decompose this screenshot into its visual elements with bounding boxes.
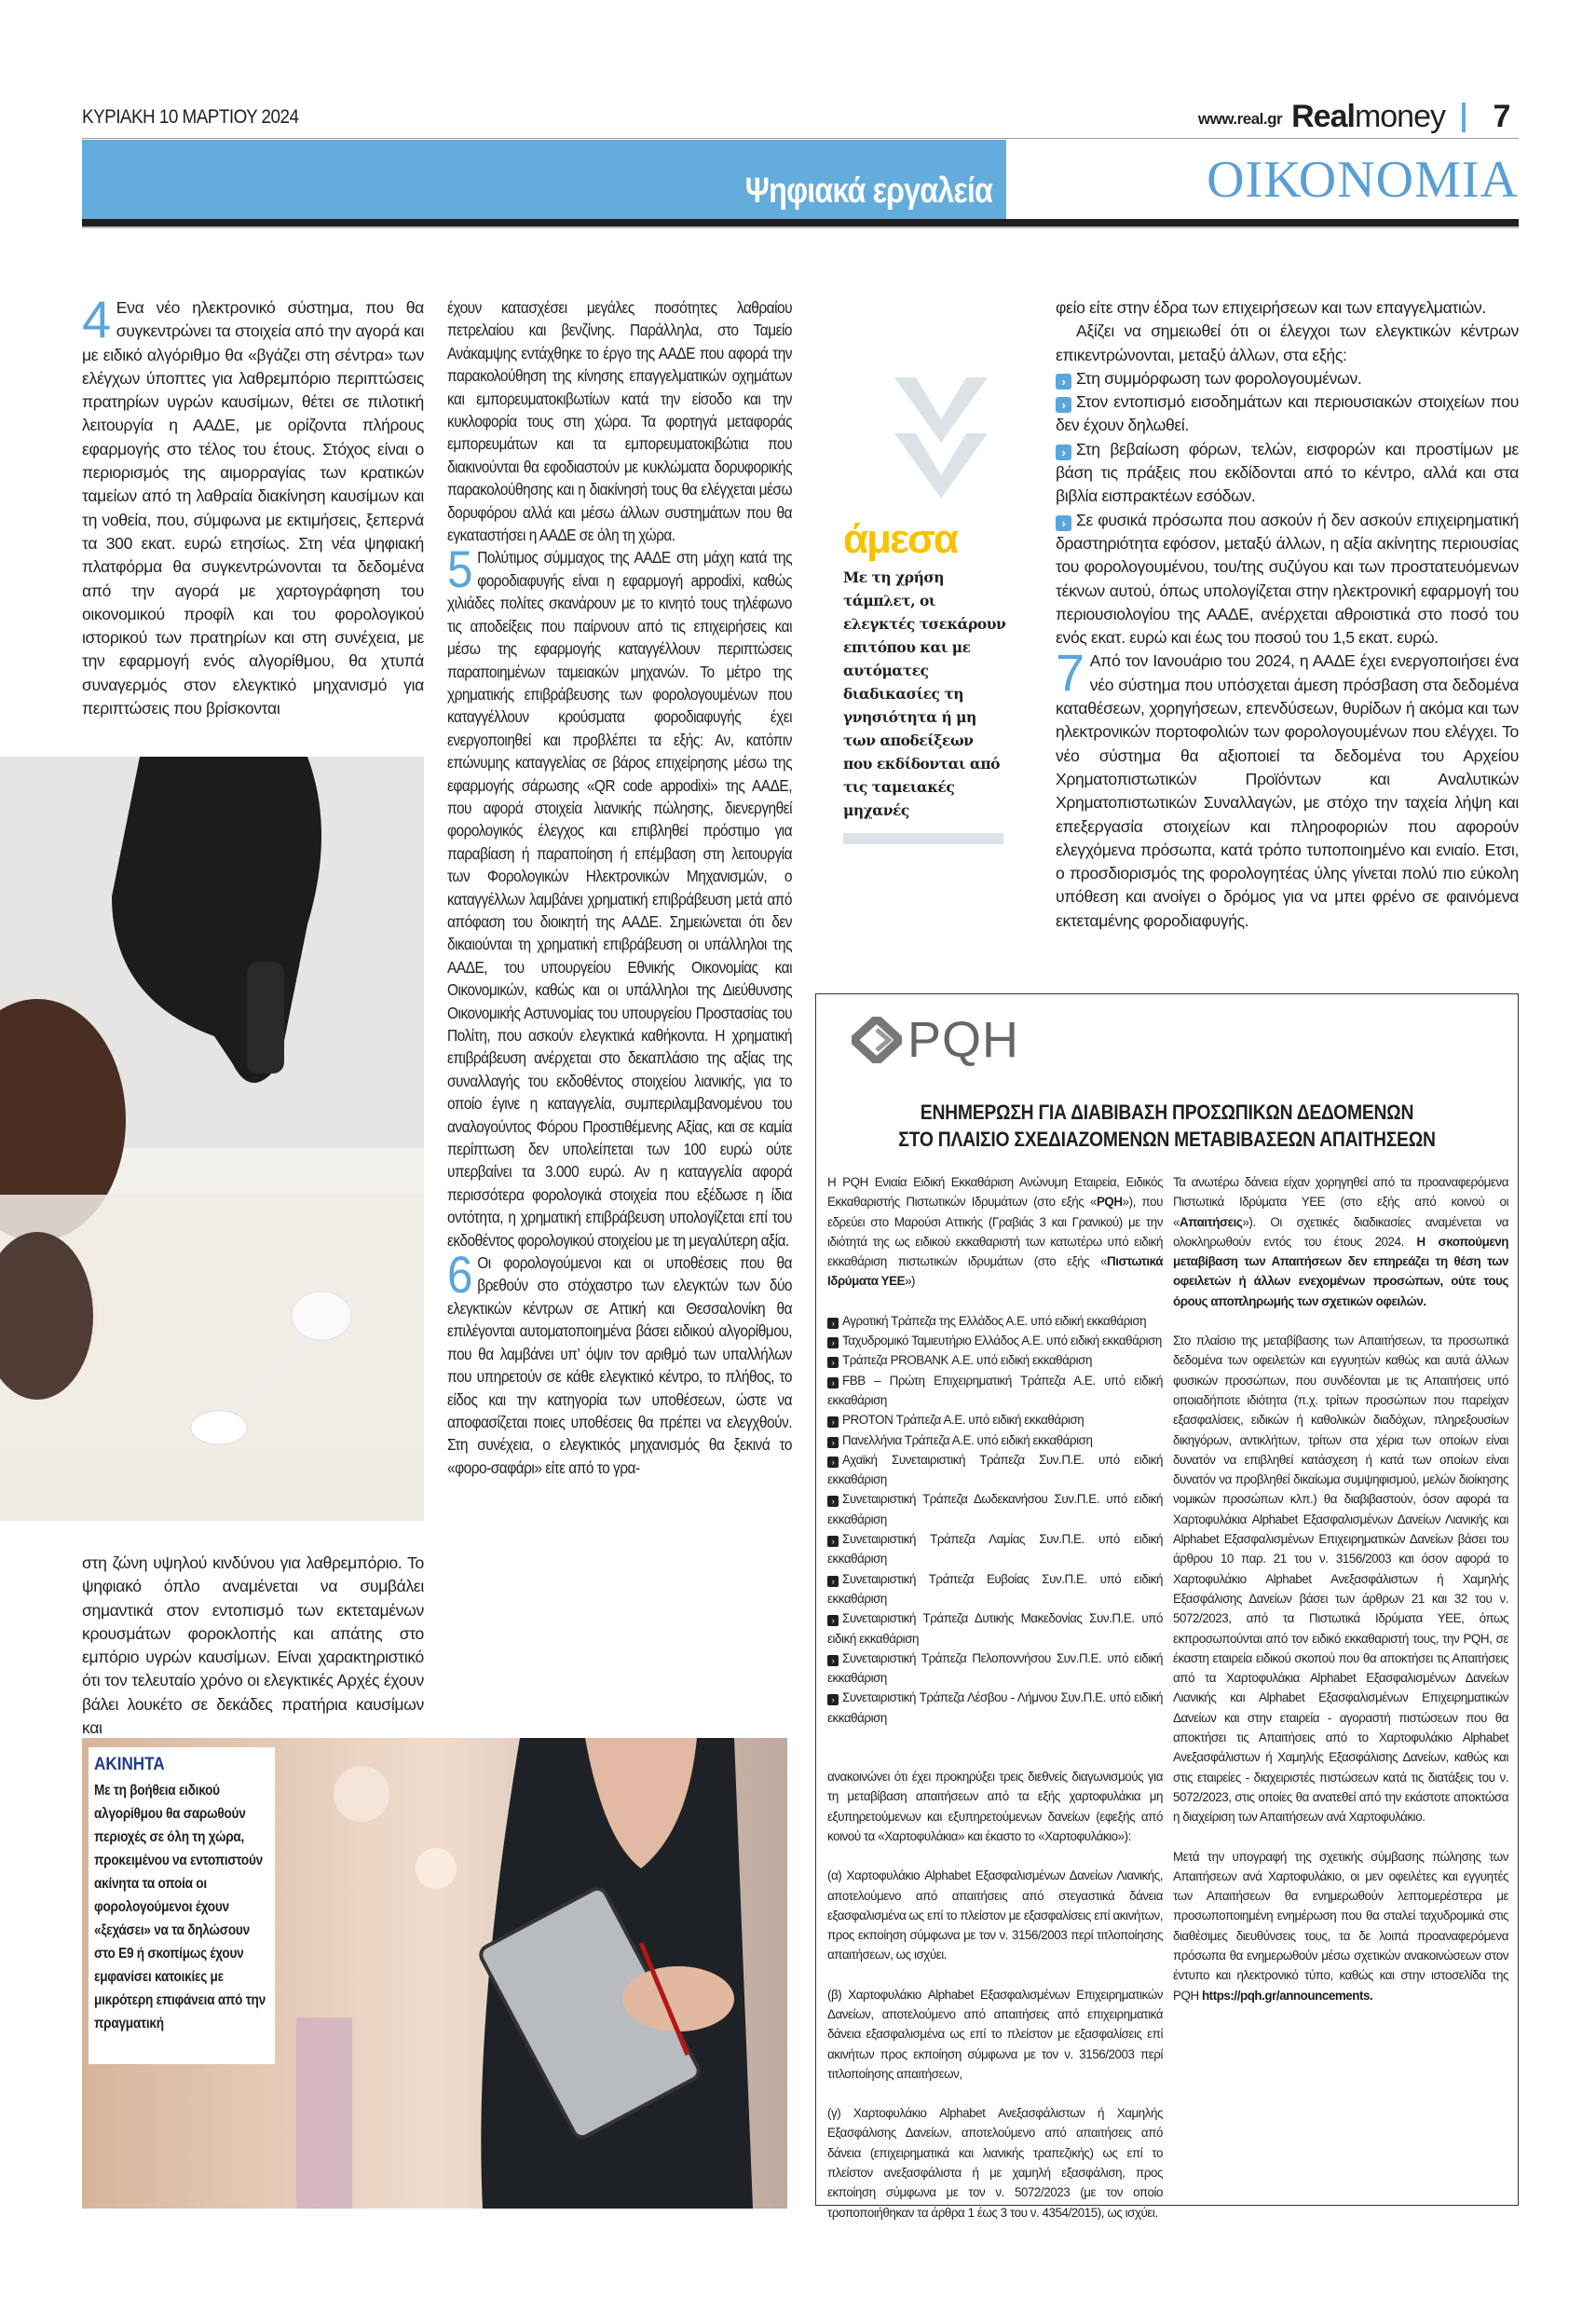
ad-paragraph: (α) Χαρτοφυλάκιο Alphabet Εξασφαλισμένων Δανείων Λιανικής, αποτελούμενο από απαιτήσεις από στεγαστικά δάνεια εξασφαλισμένα ως επί το πλείστον με εξασφαλίσεις επί ακινήτων, προς εκποίηση σύμφωνα με τον ν. 3156/2003 περί τιτλοποίησης απαιτήσεων, ως ισχύει. <box>827 1868 1163 1963</box>
paragraph: Ενα νέο ηλεκτρονικό σύστημα, που θα συγκεντρώνει τα στοιχεία από την αγορά και με ειδικό αλγόριθμο θα «βγάζει στη σέντρα» των ελέγχων ύποπτες για λαθρεμπόριο περιπτώσεις πρατηρίων υγρών καυσίμων, θέτει σε πιλοτική λειτουργία η ΑΑΔΕ, με ορίζοντα πλήρους εφαρμογής στο τέλος του έτους. Στόχος είναι ο περιορισμός της αιμορραγίας των κρατικών ταμείων από τη λαθραία διακίνηση καυσίμων και τη νοθεία, που, σύμφωνα με εκτιμήσεις, ξεπερνά τα 300 εκατ. ευρώ ετησίως. Στη νέα ψηφιακή πλατφόρμα θα συγκεντρώνονται τα δεδομένα από την αγορά με χαρτογράφηση του οικονομικού προφίλ και του φορολογικού ιστορικού των πρατηρίων και στη συνέχεια, με την εφαρμογή ενός αλγορίθμου, θα χτυπά συναγερμός στον ελεγκτικό μηχανισμό για περιπτώσεις που βρίσκονται <box>82 298 424 718</box>
bank-item: › Αγροτική Τράπεζα της Ελλάδος Α.Ε. υπό ειδική εκκαθάριση <box>827 1311 1163 1331</box>
section-title: ΟΙΚΟΝΟΜΙΑ <box>1207 150 1519 209</box>
ad-column-right <box>1173 994 1508 2025</box>
ad-paragraph: Τα ανωτέρω δάνεια είχαν χορηγηθεί από τα προαναφερόμενα Πιστωτικά Ιδρύματα ΥΕΕ (στο εξής από κοινού οι «Απαιτήσεις»). Οι σχετικές διαδικασίες αναμένεται να ολοκληρωθούν εντός του έτους 2024. Η σκοπούμενη μεταβίβαση των Απαιτήσεων δεν επηρεάζει τη θέση των οφειλετών ή άλλων ενεχομένων προσώπων, ούτε τους όρους αποπληρωμής των σχετικών οφειλών. <box>1173 1175 1508 1308</box>
bank-item: › Πανελλήνια Τράπεζα Α.Ε. υπό ειδική εκκαθάριση <box>827 1430 1163 1450</box>
ad-title: ΕΝΗΜΕΡΩΣΗ ΓΙΑ ΔΙΑΒΙΒΑΣΗ ΠΡΟΣΩΠΙΚΩΝ ΔΕΔΟΜΕΝΩΝ ΣΤΟ ΠΛΑΙΣΙΟ ΣΧΕΔΙΑΖΟΜΕΝΩΝ ΜΕΤΑΒΙΒΑΣΕΩΝ ΑΠΑΙΤΗΣΕΩΝ <box>898 1101 1436 1151</box>
page-number: 7 <box>1493 99 1511 134</box>
chevron-right-icon: › <box>827 1377 839 1389</box>
list-item: › Σε φυσικά πρόσωπα που ασκούν ή δεν ασκούν επιχειρηματική δραστηριότητα εφόσον, μεταξύ άλλων, η αξία ακίνητης περιουσίας του φορολογουμένου, του/της συζύγου και των προστατευόμενων τέκνων αυτού, όπως υπολογίζεται στην ηλεκτρονική εφαρμογή του περιουσιολογίου της ΑΑΔΕ, ανέρχεται αθροιστικά στο ποσό του ενός εκατ. ευρώ και έως του ποσού του 1,5 εκατ. ευρώ. <box>1056 510 1519 648</box>
bank-item: › Συνεταιριστική Τράπεζα Λέσβου - Λήμνου Συν.Π.Ε. υπό ειδική εκκαθάριση <box>827 1690 1163 1725</box>
chevron-right-icon: › <box>827 1437 839 1448</box>
divider <box>82 138 1519 139</box>
chevron-right-icon: › <box>827 1496 839 1507</box>
paragraph: Πολύτιμος σύμμαχος της ΑΑΔΕ στη μάχη κατά της φοροδιαφυγής είναι η εφαρμογή appodixi, καθώς χιλιάδες πολίτες σκανάρουν με το κινητό τους τηλέφωνο τις αποδείξεις που παίρνουν από τις επιχειρήσεις και μέσω της εφαρμογής καταγγέλλουν περιπτώσεις παραποιημένων ταμειακών μηχανών. Το μέτρο της χρηματικής επιβράβευσης των φορολογουμένων που καταγγέλλουν κρούσματα φοροδιαφυγής έχει ενεργοποιηθεί και προβλέπει τα εξής: Αν, κατόπιν επώνυμης καταγγελίας σε βάρος επιχείρησης μέσω της εφαρμογής σάρωσης «QR code appodixi» της ΑΑΔΕ, που αφορά στοιχεία λιανικής πώλησης, διενεργηθεί φορολογικός έλεγχος και επιβληθεί πρόστιμο για παραβίαση ή παραποίηση ή επέμβαση στη λειτουργία των Φορολογικών Ηλεκτρονικών Μηχανισμών, ο καταγγέλλων λαμβάνει χρηματική επιβράβευση μετά από απόφαση του διοικητή της ΑΑΔΕ. Σημειώνεται ότι δεν δικαιούνται τη χρηματική επιβράβευση οι υπάλληλοι της ΑΑΔΕ, του υπουργείου Εθνικής Οικονομίας και Οικονομικών, καθώς και οι υπάλληλοι της Διεύθυνσης Οικονομικής Αστυνομίας του υπουργείου Προστασίας του Πολίτη, που ασκούν ελεγκτικά καθήκοντα. Η χρηματική επιβράβευση ανέρχεται στο δεκαπλάσιο της αξίας της συναλλαγής του εκδοθέντος στοιχείου λιανικής, για το οποίο έγινε η καταγγελία, συμπεριλαμβανομένου του αναλογούντος Φόρου Προστιθέμενης Αξίας, και σε καμία περίπτωση δεν υπολείπεται των 100 ευρώ ούτε υπερβαίνει τα 3.000 ευρώ. Αν η καταγγελία αφορά περισσότερα φορολογικά στοιχεία που εξέδωσε η ίδια οντότητα, η χρηματική επιβράβευση υπολογίζεται επί του εκδοθέντος φορολογικού στοιχείου με τη μεγαλύτερη αξία. <box>447 548 793 1250</box>
paragraph: φείο είτε στην έδρα των επιχειρήσεων και των επαγγελματιών. <box>1056 298 1486 317</box>
bank-item: › Συνεταιριστική Τράπεζα Δυτικής Μακεδονίας Συν.Π.Ε. υπό ειδική εκκαθάριση <box>827 1611 1163 1646</box>
brand-logo <box>1291 101 1445 132</box>
article-col1-cont <box>82 1552 424 1740</box>
chevron-right-icon: › <box>827 1337 839 1348</box>
bank-item: › PROTON Τράπεζα Α.Ε. υπό ειδική εκκαθάριση <box>827 1410 1163 1430</box>
site-url[interactable]: www.real.gr <box>1197 110 1283 128</box>
pqh-logo-mark <box>852 1017 902 1063</box>
ad-column-left <box>827 1172 1163 2242</box>
chevron-right-icon: › <box>827 1536 839 1547</box>
bank-item: › Αχαϊκή Συνεταιριστική Τράπεζα Συν.Π.Ε. υπό ειδική εκκαθάριση <box>827 1452 1163 1487</box>
chevron-right-icon: › <box>827 1457 839 1468</box>
point-number: 7 <box>1056 643 1084 703</box>
list-item: › Στη συμμόρφωση των φορολογουμένων. <box>1056 367 1519 390</box>
point-number: 6 <box>447 1245 472 1305</box>
chevron-right-icon: › <box>827 1694 839 1705</box>
pqh-logo <box>852 1012 1020 1068</box>
chevron-right-icon: › <box>827 1655 839 1666</box>
point-number: 4 <box>82 290 111 349</box>
paragraph: Από τον Ιανουάριο του 2024, η ΑΑΔΕ έχει ενεργοποιήσει ένα νέο σύστημα που υπόσχεται άμεση πρόσβαση στα δεδομένα καταθέσεων, χορηγήσεων, επενδύσεων, θυρίδων ή ακόμα και των ηλεκτρονικών πορτοφολιών των φορολογουμένων που ελέγχει. Το νέο σύστημα θα αξιοποιεί τα δεδομένα του Αρχείου Χρηματοπιστωτικών Προϊόντων και Αναλυτικών Χρηματοπιστωτικών Συναλλαγών, με στόχο την ταχεία λήψη και επεξεργασία στοιχείων και πληροφοριών που αφορούν ελεγχόμενα πρόσωπα, κατά τρόπο τυποποιημένο και ενιαίο. Ετσι, ο προσδιορισμός της φορολογητέας ύλης γίνεται πολύ πιο εύκολη υπόθεση και ανοίγει ο δρόμος για να μπει φρένο σε φαινόμενα εκτεταμένης φοροδιαφυγής. <box>1056 651 1519 930</box>
pqh-logo-text: PQH <box>907 1012 1020 1068</box>
ad-paragraph: Μετά την υπογραφή της σχετικής σύμβασης πώλησης των Απαιτήσεων ανά Χαρτοφυλάκιο, οι μεν οφειλέτες και εγγυητές των Απαιτήσεων θα ενημερωθούν λεπτομερέστερα με προσωποποιημένη ενημέρωση που θα σταλεί ταχυδρομικά στις διαθέσιμες διευθύνσεις τους, τα δε λοιπά προαναφερόμενα πρόσωπα θα ενημερωθούν μέσω σχετικών ανακοινώσεων στον έντυπο και ηλεκτρονικό τύπο, καθώς και στην ιστοσελίδα της PQH https://pqh.gr/announcements. <box>1173 1849 1508 2003</box>
topic-title: Ψηφιακά εργαλεία <box>744 171 992 211</box>
chevron-down-icon <box>890 373 992 503</box>
bank-item: › Ταχυδρομικό Ταμιευτήριο Ελλάδος Α.Ε. υπό ειδική εκκαθάριση <box>827 1331 1163 1350</box>
ad-paragraph: Στο πλαίσιο της μεταβίβασης των Απαιτήσεων, τα προσωπικά δεδομένα των οφειλετών και εγγυητών καθώς και αυτά άλλων φυσικών προσώπων, που συνδέονται με τις Απαιτήσεις υπό οποιαδήποτε ιδιότητα (π.χ. τρίτων προσώπων που παρείχαν εξασφαλίσεις, ειδικών ή καθολικών διαδόχων, πληρεξουσίων δικηγόρων, αντικλήτων, τρίτων στα χέρια των οποίων είναι δυνατόν να επιβληθεί κατάσχεση ή κατά των οποίων είναι δυνατόν να προβληθεί δικαίωμα συμψηφισμού, μελών διοίκησης νομικών προσώπων κλπ.) θα διαβιβαστούν, όσον αφορά τα Χαρτοφυλάκια Alphabet Εξασφαλισμένων Δανείων Λιανικής και Alphabet Εξασφαλισμένων Επιχειρηματικών Δανείων βάσει του άρθρου 10 παρ. 21 του ν. 3156/2003 και όσον αφορά το Χαρτοφυλάκιο Alphabet Ανεξασφάλιστων ή Χαμηλής Εξασφάλισης Δανείων βάσει των άρθρων 21 και 32 του ν. 5072/2023, από τα Πιστωτικά Ιδρύματα ΥΕΕ, όπως εκπροσωπούνται από τον ειδικό εκκαθαριστή τους, την PQH, σε έκαστη εταιρεία ειδικού σκοπού που θα αποκτήσει τις Απαιτήσεις από τα Χαρτοφυλάκια Alphabet Εξασφαλισμένων Δανείων Λιανικής και Alphabet Εξασφαλισμένων Επιχειρηματικών Δανείων και στην εταιρεία - αγοραστή πιστώσεων που θα αποκτήσει τις Απαιτήσεις από το Χαρτοφυλάκιο Alphabet Ανεξασφάλιστων ή Χαμηλής Εξασφάλισης Δανείων, καθώς και στις εταιρείες - διαχειριστές πιστώσεων κατά τις διατάξεις του ν. 5072/2023, στις οποίες θα ανατεθεί από την εκάστοτε αποκτώσα η διαχείριση των Απαιτήσεων ανά Χαρτοφυλάκιο. <box>1173 1334 1508 1825</box>
photo-caption <box>89 1747 275 2064</box>
ad-paragraph: (β) Χαρτοφυλάκιο Alphabet Εξασφαλισμένων Επιχειρηματικών Δανείων, αποτελούμενο από απαιτήσεις από επιχειρηματικά δάνεια εξασφαλισμένα ως επί το πλείστον με εξασφαλίσεις επί ακινήτων προς εκποίηση σύμφωνα με τον ν. 3156/2003 περί τιτλοποίησης απαιτήσεων, <box>827 1987 1163 2081</box>
ad-intro: Η PQH Ενιαία Ειδική Εκκαθάριση Ανώνυμη Εταιρεία, Ειδικός Εκκαθαριστής Πιστωτικών Ιδρυμάτων (στο εξής «PQH»), που εδρεύει στο Μαρούσι Αττικής (Γραβιάς 3 και Γρανικού) με την ιδιότητά της ως ειδικού εκκαθαριστή των κατωτέρω υπό ειδική εκκαθάριση πιστωτικών ιδρυμάτων (στο εξής «Πιστωτικά Ιδρύματα ΥΕΕ») <box>827 1175 1163 1289</box>
photo-illustration <box>0 757 424 1521</box>
brand-light: money <box>1354 99 1445 134</box>
point-number: 5 <box>447 540 472 599</box>
list-item: › Στον εντοπισμό εισοδημάτων και περιουσιακών στοιχείων που δεν έχουν δηλωθεί. <box>1056 392 1519 435</box>
ad-paragraph: (γ) Χαρτοφυλάκιο Alphabet Ανεξασφάλιστων ή Χαμηλής Εξασφάλισης Δανείων, αποτελούμενο από απαιτήσεις από δάνεια (επιχειρηματικά και λιανικής τραπεζικής) ως επί το πλείστον ανεξασφάλιστα ή με χαμηλή εξασφάλιση, προς εκποίηση σύμφωνα με τον ν. 5072/2023 (με τον οποίο τροποποιήθηκαν τα άρθρα 1 έως 3 του ν. 4354/2015), ως ισχύει. <box>827 2106 1163 2220</box>
chevron-right-icon: › <box>827 1357 839 1368</box>
article-col3 <box>1056 296 1519 933</box>
article-col2 <box>447 296 792 1479</box>
divider <box>1462 103 1466 132</box>
caption-title: ΑΚΙΝΗΤΑ <box>94 1755 165 1774</box>
divider <box>82 226 1519 228</box>
bank-item: › Συνεταιριστική Τράπεζα Πελοποννήσου Συν.Π.Ε. υπό ειδική εκκαθάριση <box>827 1650 1163 1686</box>
issue-date: ΚΥΡΙΑΚΗ 10 ΜΑΡΤΙΟΥ 2024 <box>82 106 299 128</box>
chevron-right-icon: › <box>1056 374 1071 390</box>
paragraph: στη ζώνη υψηλού κινδύνου για λαθρεμπόριο. Το ψηφιακό όπλο αναμένεται να συμβάλει σημαντικά στον εντοπισμό των εκτεταμένων κρουσμάτων φοροκλοπής και απάτης στο εμπόριο υγρών καυσίμων. Είναι χαρακτηριστικό ότι τον τελευταίο χρόνο οι ελεγκτικές Αρχές έχουν βάλει λουκέτο σε δεκάδες πρατήρια καυσίμων και <box>82 1553 424 1738</box>
pqh-announcements-link[interactable]: https://pqh.gr/announcements. <box>1201 1988 1373 2003</box>
sidebar-text: Με τη χρήση τάμπλετ, οι ελεγκτές τσεκάρουν επιτόπου και με αυτόματες διαδικασίες τη γνησιότητα ή μη των αποδείξεων που εκδίδονται από τις ταμειακές μηχανές <box>843 568 1006 819</box>
brand-bold: Real <box>1291 99 1355 134</box>
bank-item: › Συνεταιριστική Τράπεζα Λαμίας Συν.Π.Ε. υπό ειδική εκκαθάριση <box>827 1532 1163 1566</box>
article-col1 <box>82 290 424 720</box>
chevron-right-icon: › <box>827 1318 839 1329</box>
list-item: › Στη βεβαίωση φόρων, τελών, εισφορών και προστίμων με βάση τις πράξεις που εκδίδονται από το κέντρο, αλλά και στα βιβλία εισπρακτέων εσόδων. <box>1056 439 1519 506</box>
divider <box>82 219 1519 226</box>
divider <box>843 833 1003 844</box>
chevron-right-icon: › <box>827 1416 839 1428</box>
sidebar-box <box>843 373 1011 844</box>
chevron-right-icon: › <box>1056 445 1071 460</box>
topic-band <box>82 140 1006 219</box>
paragraph: Οι φορολογούμενοι και οι υποθέσεις που θα βρεθούν στο στόχαστρο των ελεγκτών των δύο ελεγκτικών κέντρων σε Αττική και Θεσσαλονίκη θα επιλέγονται αυτοματοποιημένα βάσει ειδικού αλγορίθμου, που θα λαμβάνει υπ’ όψιν τον αριθμό των υπαλλήλων που υπηρετούν σε κάθε ελεγκτικό κέντρο, το πλήθος, το είδος και την κατηγορία των υποθέσεων, ώστε να αποφασίζεται ποιες υποθέσεις θα πρέπει να ελεγχθούν. Στη συνέχεια, ο ελεγκτικός μηχανισμός θα ξεκινά το «φορο-σαφάρι» είτε από το γρα- <box>447 1253 793 1477</box>
photo-office-desk <box>0 757 424 1521</box>
bank-item: › Τράπεζα PROBANK Α.Ε. υπό ειδική εκκαθάριση <box>827 1350 1163 1370</box>
chevron-right-icon: › <box>827 1615 839 1626</box>
bank-item: › Συνεταιριστική Τράπεζα Ευβοίας Συν.Π.Ε. υπό ειδική εκκαθάριση <box>827 1571 1163 1606</box>
paragraph: Αξίζει να σημειωθεί ότι οι έλεγχοι των ελεγκτικών κέντρων επικεντρώνονται, μεταξύ άλλων, στα εξής: <box>1056 321 1519 364</box>
bank-item: › FBB – Πρώτη Επιχειρηματική Τράπεζα Α.Ε. υπό ειδική εκκαθάριση <box>827 1373 1163 1407</box>
ad-paragraph: ανακοινώνει ότι έχει προκηρύξει τρεις διεθνείς διαγωνισμούς για τη μεταβίβαση απαιτήσεων από τα εξής χαρτοφυλάκια μη εξυπηρετούμενων και εξυπηρετούμενων δανείων (εφεξής από κοινού τα «Χαρτοφυλάκια» και έκαστο το «Χαρτοφυλάκιο»): <box>827 1770 1163 1843</box>
chevron-right-icon: › <box>827 1576 839 1587</box>
caption-text: Με τη βοήθεια ειδικού αλγορίθμου θα σαρωθούν περιοχές σε όλη τη χώρα, προκειμένου να εντοπιστούν ακίνητα τα οποία οι φορολογούμενοι έχουν «ξεχάσει» να τα δηλώσουν στο Ε9 ή σκοπίμως έχουν εμφανίσει κατοικίες με μικρότερη επιφάνεια από την πραγματική <box>94 1783 266 2032</box>
chevron-right-icon: › <box>1056 397 1071 413</box>
masthead <box>1198 101 1516 132</box>
sidebar-kicker: άμεσα <box>843 516 957 562</box>
bank-item: › Συνεταιριστική Τράπεζα Δωδεκανήσου Συν.Π.Ε. υπό ειδική εκκαθάριση <box>827 1492 1163 1526</box>
paragraph: έχουν κατασχέσει μεγάλες ποσότητες λαθραίου πετρελαίου και βενζίνης. Παράλληλα, στο Ταμείο Ανάκαμψης εντάχθηκε το έργο της ΑΑΔΕ που αφορά την παρακολούθηση της κίνησης επαγγελματικών οχημάτων και εμπορευματοκιβωτίων κατά την είσοδο και την κυκλοφορία τους στη χώρα. Τα φορτηγά μεταφοράς εμπορευμάτων και τα εμπορευματοκιβώτια που διακινούνται θα εφοδιαστούν με κυκλώματα δορυφορικής παρακολούθησης και η διακίνησή τους θα ελέγχεται μέσω δορυφόρου αλλά και μέσω άλλων συστημάτων που θα εγκαταστήσει η ΑΑΔΕ σε όλη τη χώρα. <box>447 298 793 545</box>
pqh-announcement <box>815 993 1519 2220</box>
chevron-right-icon: › <box>1056 515 1071 531</box>
